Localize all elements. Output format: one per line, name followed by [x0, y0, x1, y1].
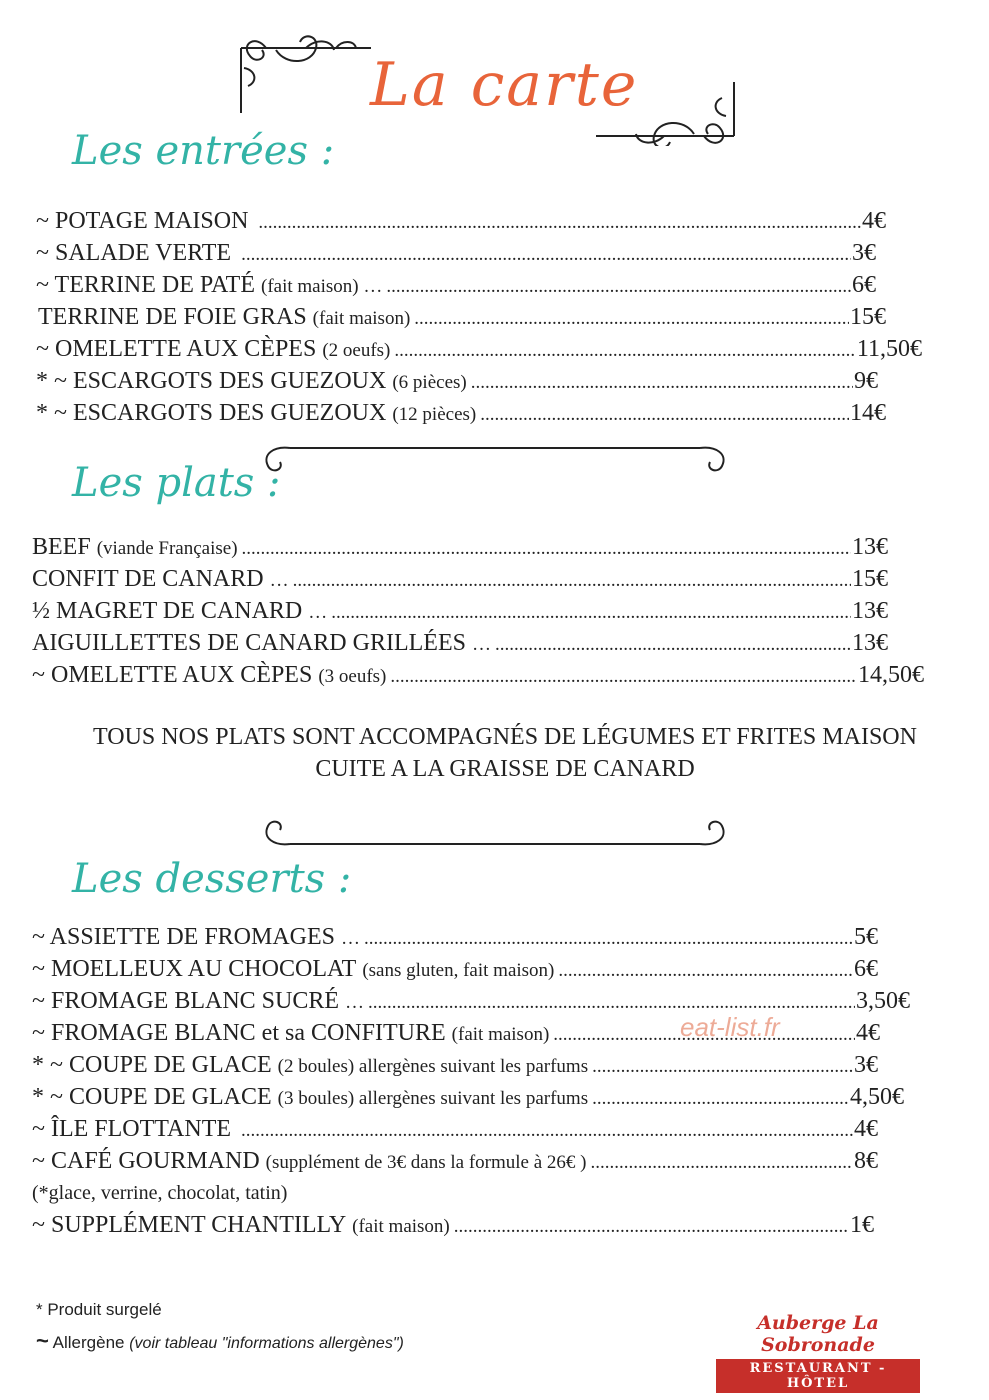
item-name: TERRINE DE FOIE GRAS — [38, 304, 307, 330]
item-note: (fait maison) … — [261, 276, 383, 297]
leader-dots — [386, 276, 851, 298]
item-note: … — [308, 602, 328, 623]
brand-logo — [716, 1312, 920, 1393]
menu-item — [32, 662, 924, 692]
menu-item — [36, 368, 878, 398]
menu-item — [36, 336, 922, 366]
divider-flourish-icon — [250, 436, 740, 480]
leader-dots — [241, 1120, 853, 1142]
menu-item — [32, 1084, 904, 1114]
item-name: * ~ ESCARGOTS DES GUEZOUX — [36, 368, 387, 394]
item-name: ~ FROMAGE BLANC SUCRÉ — [32, 988, 340, 1014]
item-name: AIGUILLETTES DE CANARD GRILLÉES — [32, 630, 466, 656]
menu-item — [32, 534, 888, 564]
ornament-top-left-icon — [236, 28, 376, 118]
page-title: La carte — [370, 50, 639, 120]
item-name: ~ ASSIETTE DE FROMAGES — [32, 924, 336, 950]
leader-dots — [390, 666, 857, 688]
section-title-desserts: Les desserts : — [72, 856, 352, 902]
item-name: ~ CAFÉ GOURMAND — [32, 1148, 260, 1174]
menu-item — [32, 630, 888, 660]
section-title-plats: Les plats : — [72, 460, 281, 506]
leader-dots — [590, 1152, 853, 1174]
item-price: 15€ — [850, 304, 886, 330]
item-name: CONFIT DE CANARD — [32, 566, 264, 592]
menu-item — [36, 272, 876, 302]
item-price: 14,50€ — [858, 662, 924, 688]
side-dish-notice-line2: CUITE A LA GRAISSE DE CANARD — [315, 756, 695, 782]
menu-item — [32, 598, 888, 628]
item-price: 3€ — [854, 1052, 878, 1078]
item-name: BEEF — [32, 534, 91, 560]
item-price: 6€ — [854, 956, 878, 982]
item-name: * ~ ESCARGOTS DES GUEZOUX — [36, 400, 387, 426]
item-name: ~ TERRINE DE PATÉ — [36, 272, 255, 298]
leader-dots — [368, 992, 855, 1014]
item-note: (2 boules) allergènes suivant les parfums — [277, 1056, 589, 1077]
item-note: (3 boules) allergènes suivant les parfums — [277, 1088, 589, 1109]
menu-item — [32, 566, 888, 596]
item-note: … — [341, 928, 361, 949]
item-price: 1€ — [850, 1212, 874, 1238]
item-name: ~ ÎLE FLOTTANTE — [32, 1116, 232, 1142]
item-name: ~ OMELETTE AUX CÈPES — [32, 662, 313, 688]
menu-item — [32, 1212, 874, 1242]
brand-subtitle: RESTAURANT - HÔTEL — [716, 1359, 920, 1393]
allergen-label: Allergène — [52, 1333, 125, 1352]
item-price: 13€ — [852, 598, 888, 624]
item-name: ½ MAGRET DE CANARD — [32, 598, 303, 624]
item-name: ~ FROMAGE BLANC et sa CONFITURE — [32, 1020, 446, 1046]
menu-item — [32, 1116, 878, 1146]
item-price: 14€ — [850, 400, 886, 426]
leader-dots — [495, 634, 851, 656]
item-price: 15€ — [852, 566, 888, 592]
item-note: … — [345, 992, 365, 1013]
menu-item — [32, 924, 878, 954]
brand-name: Auberge La Sobronade — [757, 1312, 879, 1356]
item-price: 9€ — [854, 368, 878, 394]
leader-dots — [364, 928, 853, 950]
section-title-entrees: Les entrées : — [72, 128, 335, 174]
menu-item — [32, 1148, 878, 1178]
leader-dots — [454, 1216, 849, 1238]
leader-dots — [480, 404, 849, 426]
item-note: (3 oeufs) — [318, 666, 387, 687]
divider-flourish-icon — [250, 812, 740, 856]
allergen-symbol: ~ — [36, 1328, 49, 1353]
leader-dots — [331, 602, 851, 624]
item-price: 4€ — [856, 1020, 880, 1046]
item-name: ~ POTAGE MAISON — [36, 208, 249, 234]
ice-cream-footnote: (*glace, verrine, chocolat, tatin) — [32, 1182, 288, 1204]
leader-dots — [592, 1088, 849, 1110]
item-name: ~ SUPPLÉMENT CHANTILLY — [32, 1212, 347, 1238]
item-price: 6€ — [852, 272, 876, 298]
item-note: (sans gluten, fait maison) — [362, 960, 555, 981]
item-note: (6 pièces) — [392, 372, 467, 393]
item-note: (fait maison) — [312, 308, 411, 329]
menu-item — [36, 400, 886, 430]
leader-dots — [558, 960, 853, 982]
item-price: 8€ — [854, 1148, 878, 1174]
side-dish-notice-line1: TOUS NOS PLATS SONT ACCOMPAGNÉS DE LÉGUMES ET FRITES MAISON — [93, 724, 917, 750]
leader-dots — [241, 244, 851, 266]
item-note: … — [471, 634, 491, 655]
leader-dots — [414, 308, 849, 330]
menu-item — [38, 304, 886, 334]
item-note: (supplément de 3€ dans la formule à 26€ ) — [265, 1152, 587, 1173]
item-note: (fait maison) — [352, 1216, 450, 1237]
item-note: (12 pièces) — [392, 404, 477, 425]
allergen-detail: (voir tableau "informations allergènes") — [129, 1335, 404, 1352]
item-price: 13€ — [852, 630, 888, 656]
item-name: * ~ COUPE DE GLACE — [32, 1052, 272, 1078]
item-name: ~ OMELETTE AUX CÈPES — [36, 336, 317, 362]
leader-dots — [293, 570, 851, 592]
item-note: (viande Française) — [96, 538, 238, 559]
legend-frozen: * Produit surgelé — [36, 1300, 162, 1319]
menu-item — [36, 208, 886, 238]
item-price: 3,50€ — [856, 988, 910, 1014]
leader-dots — [242, 538, 851, 560]
menu-item — [32, 1052, 878, 1082]
leader-dots — [394, 340, 856, 362]
watermark: eat-list.fr — [680, 1012, 780, 1042]
item-price: 13€ — [852, 534, 888, 560]
item-name: * ~ COUPE DE GLACE — [32, 1084, 272, 1110]
leader-dots — [471, 372, 853, 394]
item-price: 4€ — [854, 1116, 878, 1142]
item-price: 4,50€ — [850, 1084, 904, 1110]
legend-allergen — [36, 1328, 404, 1354]
item-price: 3€ — [852, 240, 876, 266]
menu-item — [36, 240, 876, 270]
item-price: 11,50€ — [856, 336, 922, 362]
item-note: (fait maison) — [451, 1024, 550, 1045]
menu-item — [32, 956, 878, 986]
item-price: 5€ — [854, 924, 878, 950]
leader-dots — [592, 1056, 853, 1078]
item-note: … — [269, 570, 289, 591]
item-name: ~ MOELLEUX AU CHOCOLAT — [32, 956, 357, 982]
item-note: (2 oeufs) — [322, 340, 391, 361]
item-price: 4€ — [862, 208, 886, 234]
leader-dots — [258, 212, 861, 234]
item-name: ~ SALADE VERTE — [36, 240, 232, 266]
